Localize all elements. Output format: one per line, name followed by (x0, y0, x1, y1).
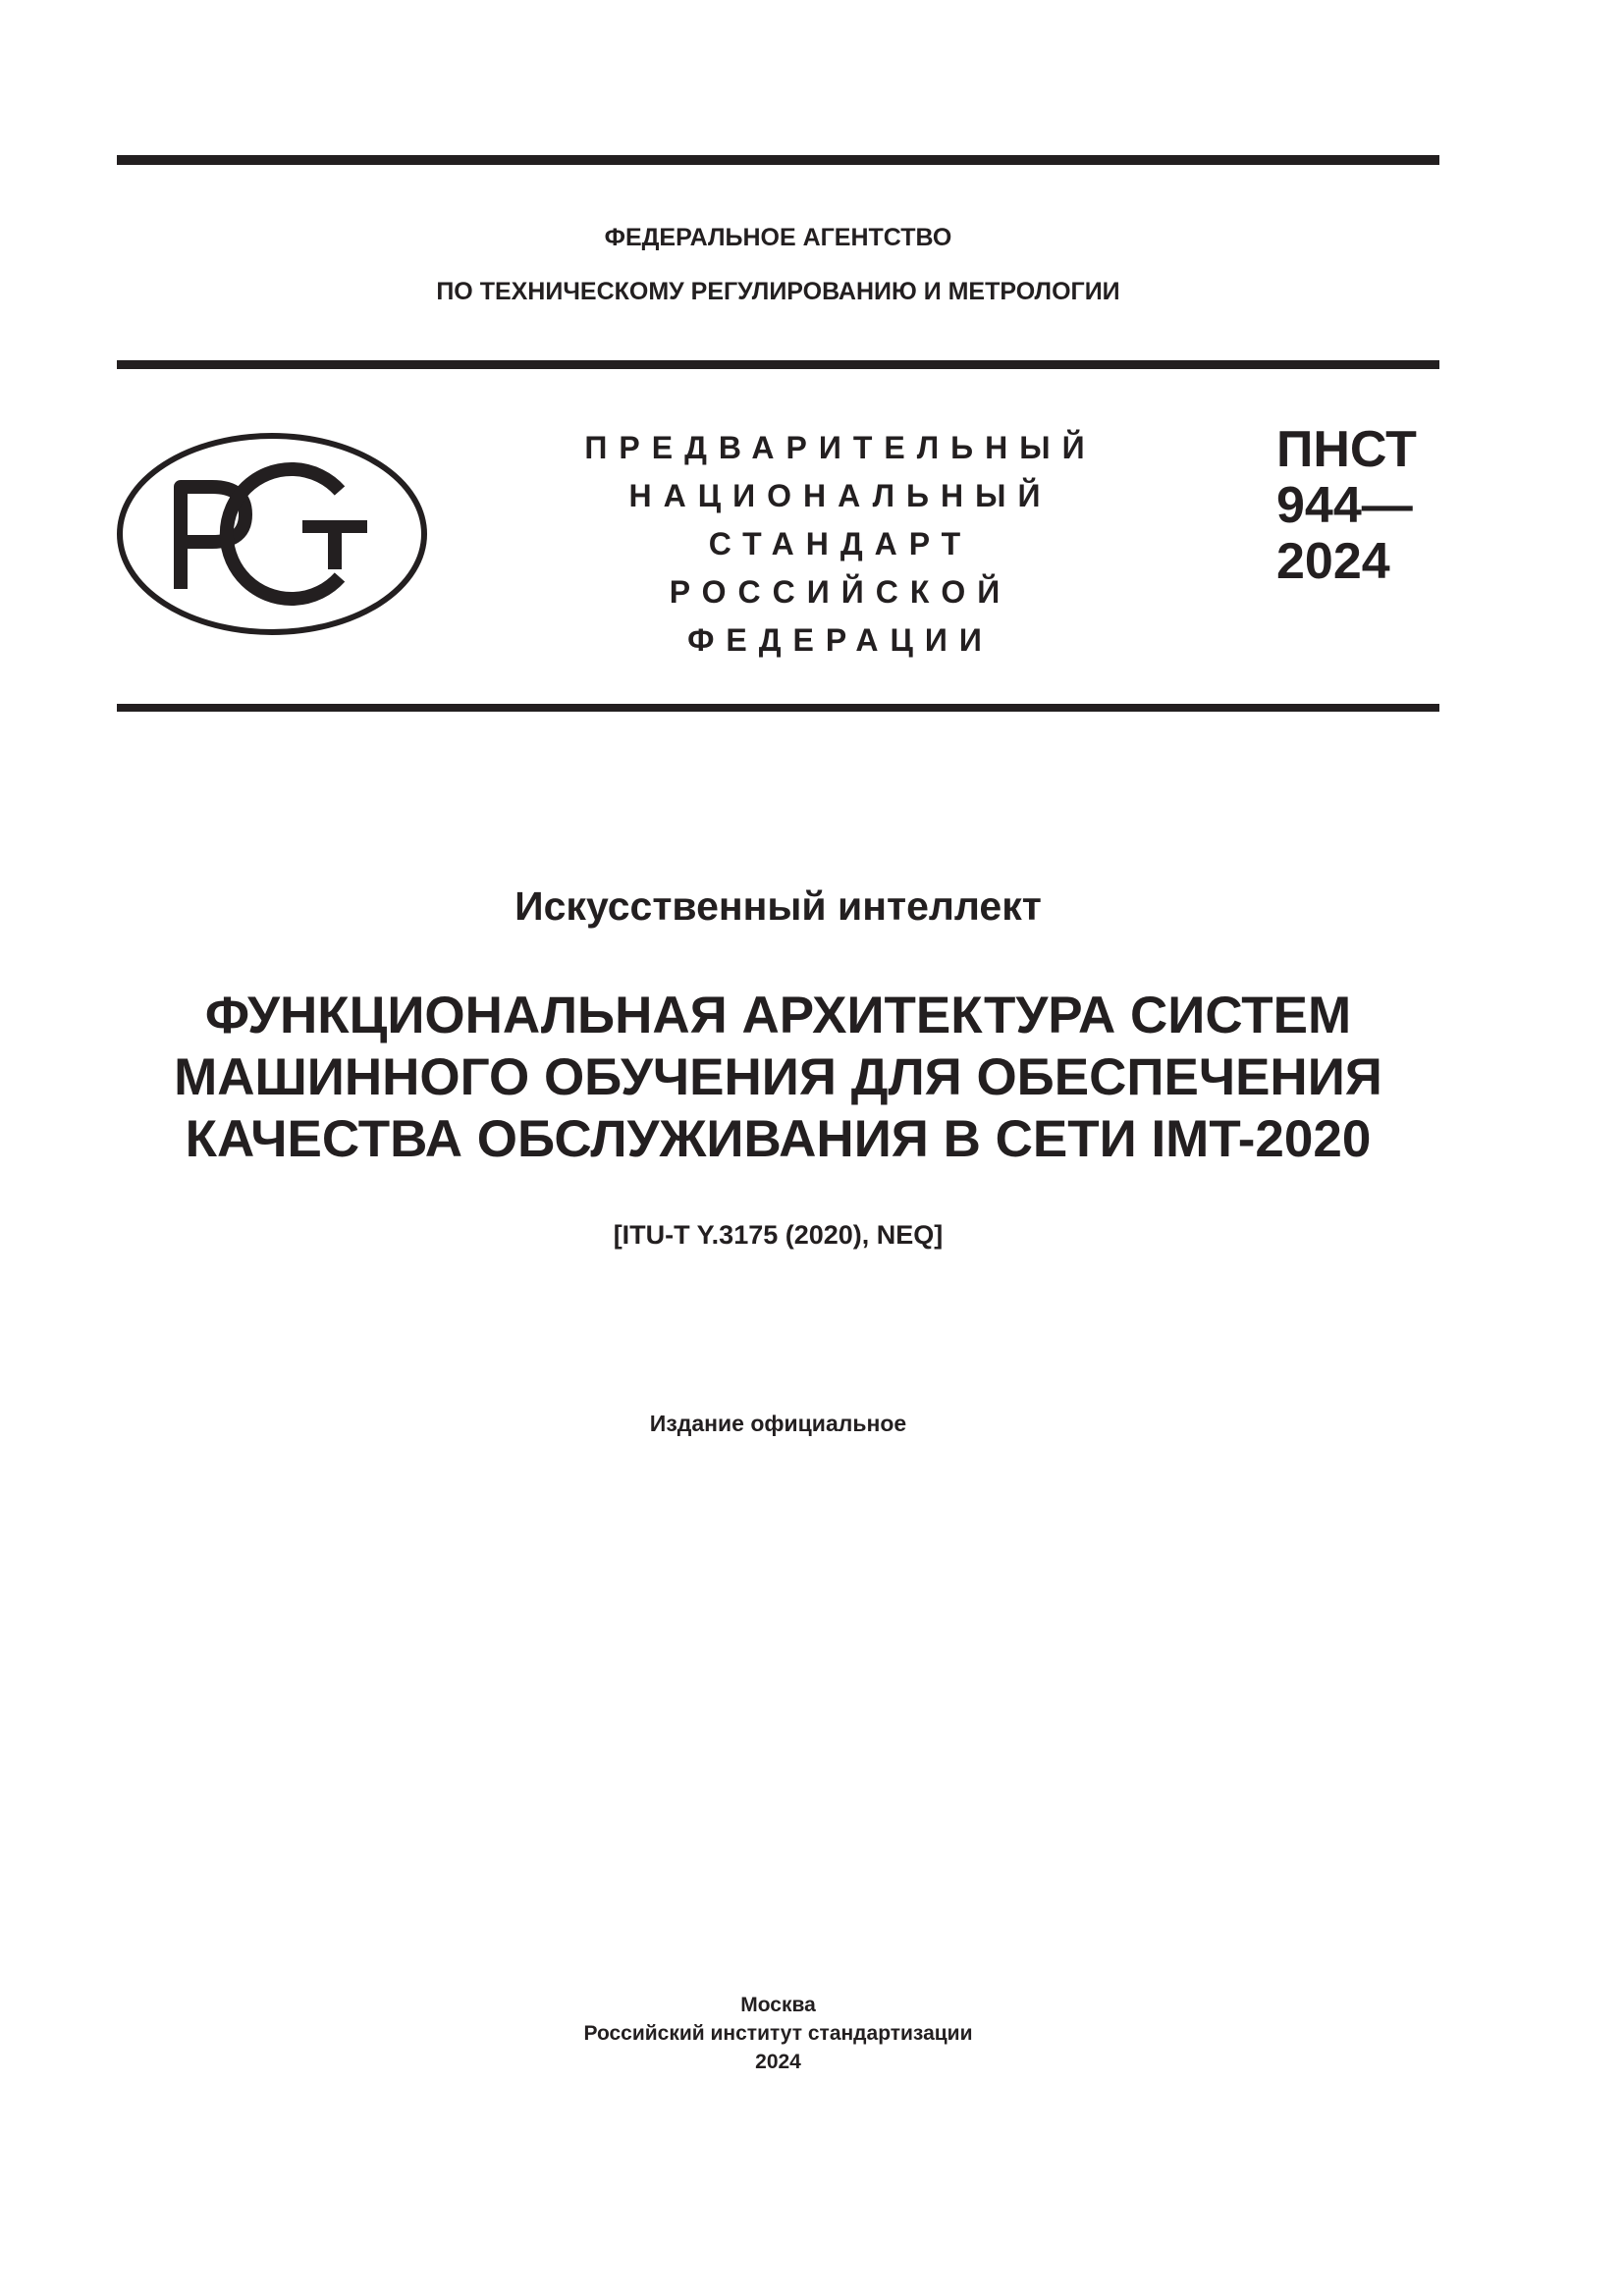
standard-type-line: ПРЕДВАРИТЕЛЬНЫЙ (584, 430, 1097, 465)
standard-type-block (550, 424, 1119, 665)
imprint-city: Москва (740, 1994, 816, 2016)
agency-line-1: ФЕДЕРАЛЬНОЕ АГЕНТСТВО (604, 224, 952, 251)
gost-r-emblem-icon (114, 430, 430, 638)
standard-type-line: РОССИЙСКОЙ (669, 574, 1012, 610)
standard-type-line: СТАНДАРТ (708, 526, 973, 561)
title-line: МАШИННОГО ОБУЧЕНИЯ ДЛЯ ОБЕСПЕЧЕНИЯ (174, 1048, 1382, 1106)
emblem-rule (117, 704, 1439, 712)
standard-designation (1276, 422, 1417, 590)
reference-standard: [ITU-T Y.3175 (2020), NEQ] (613, 1220, 944, 1250)
agency-line-2: ПО ТЕХНИЧЕСКОМУ РЕГУЛИРОВАНИЮ И МЕТРОЛОГИИ (436, 278, 1120, 305)
document-title (117, 985, 1439, 1170)
imprint-publisher: Российский институт стандартизации (583, 2022, 973, 2045)
top-rule (117, 155, 1439, 165)
standard-type-line: НАЦИОНАЛЬНЫЙ (628, 478, 1053, 513)
publisher-imprint (117, 1991, 1439, 2076)
title-line: КАЧЕСТВА ОБСЛУЖИВАНИЯ В СЕТИ IMT-2020 (185, 1110, 1372, 1168)
imprint-year: 2024 (755, 2051, 801, 2073)
designation-number: 944— (1276, 477, 1413, 534)
edition-label: Издание официальное (649, 1411, 907, 1436)
standard-type-line: ФЕДЕРАЦИИ (687, 622, 994, 658)
designation-year: 2024 (1276, 533, 1390, 590)
header-rule (117, 360, 1439, 369)
designation-prefix: ПНСТ (1276, 421, 1417, 478)
document-subject: Искусственный интеллект (514, 883, 1042, 929)
title-line: ФУНКЦИОНАЛЬНАЯ АРХИТЕКТУРА СИСТЕМ (204, 987, 1352, 1044)
